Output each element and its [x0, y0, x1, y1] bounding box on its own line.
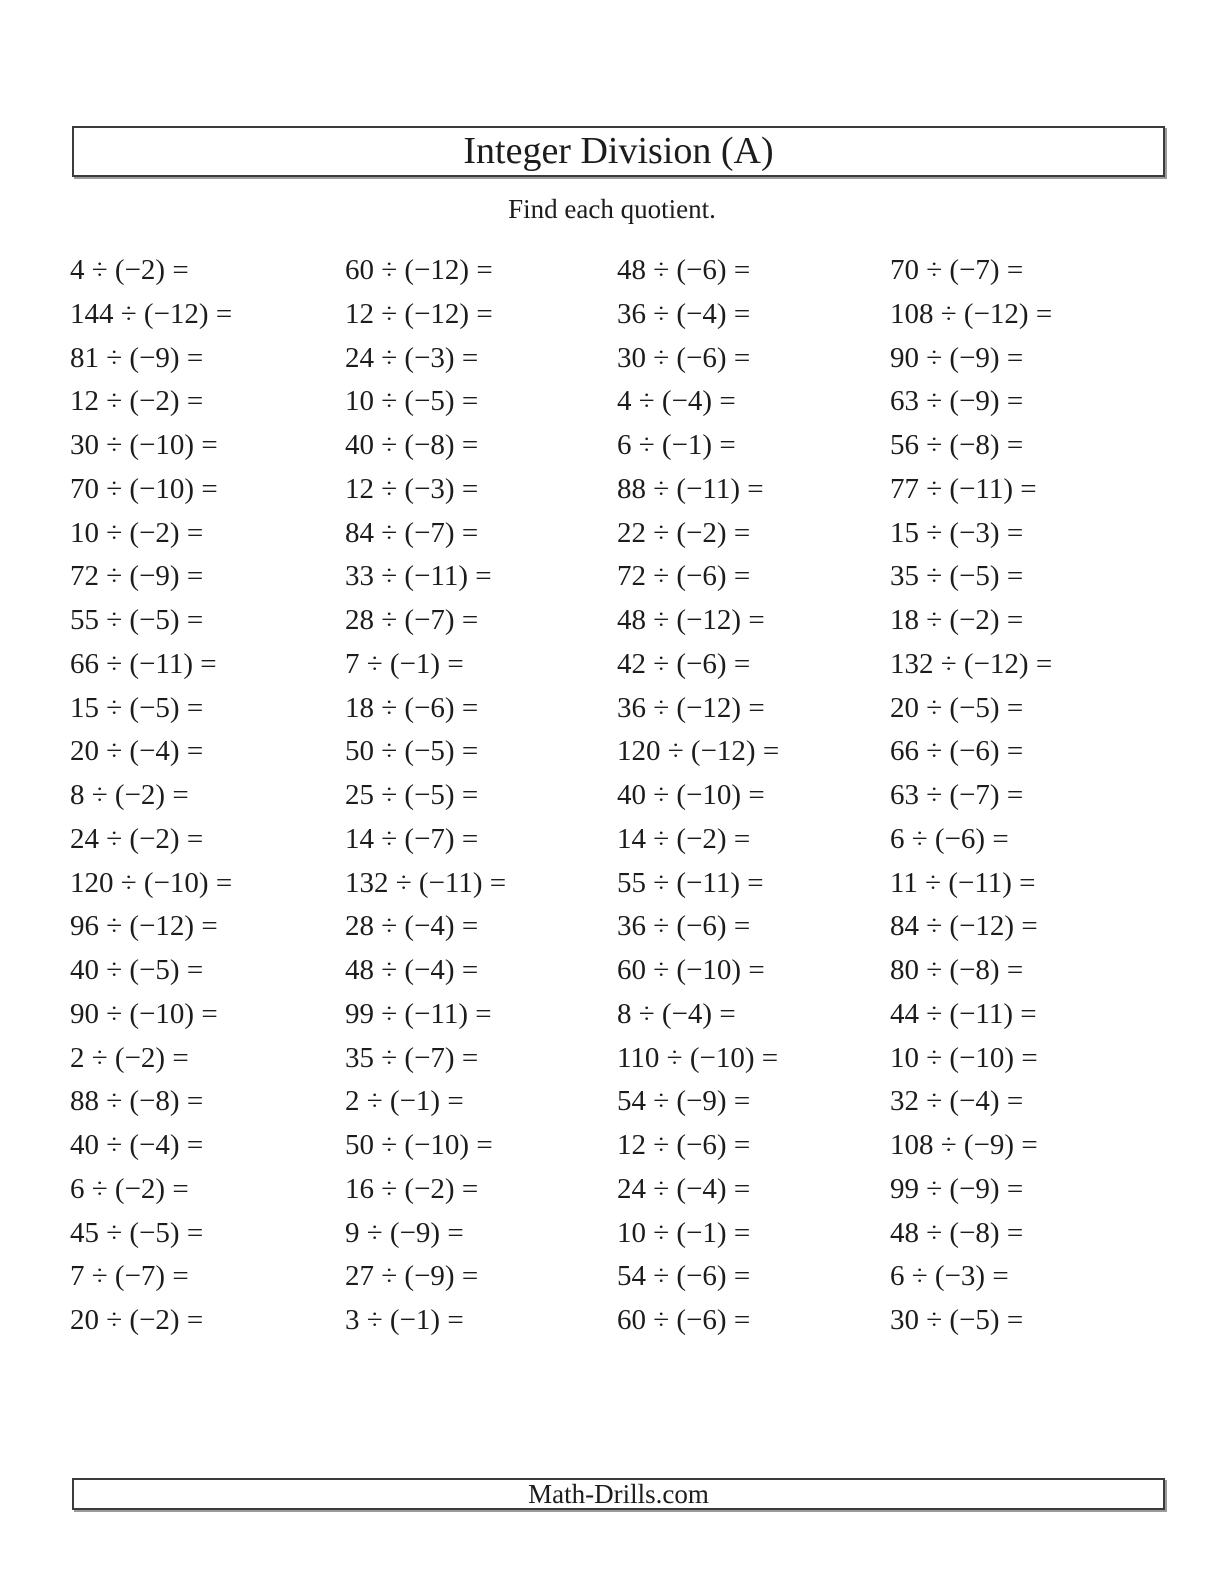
problem-r7-c1: 10 ÷ (−2) = — [70, 516, 204, 549]
problem-r11-c1: 15 ÷ (−5) = — [70, 691, 204, 724]
problem-r12-c3: 120 ÷ (−12) = — [617, 735, 780, 768]
problem-r19-c4: 10 ÷ (−10) = — [890, 1041, 1038, 1074]
problem-r20-c3: 54 ÷ (−9) = — [617, 1085, 751, 1118]
problem-r16-c3: 36 ÷ (−6) = — [617, 910, 751, 943]
problem-r15-c2: 132 ÷ (−11) = — [345, 866, 507, 899]
problem-r8-c3: 72 ÷ (−6) = — [617, 560, 751, 593]
problem-r16-c1: 96 ÷ (−12) = — [70, 910, 218, 943]
problem-r2-c4: 108 ÷ (−12) = — [890, 297, 1053, 330]
problem-r24-c2: 27 ÷ (−9) = — [345, 1260, 479, 1293]
problem-r9-c1: 55 ÷ (−5) = — [70, 604, 204, 636]
page-title: Integer Division (A) — [463, 130, 774, 172]
title-box — [72, 126, 1165, 177]
problem-r9-c4: 18 ÷ (−2) = — [890, 604, 1024, 636]
problem-r4-c3: 4 ÷ (−4) = — [617, 385, 736, 418]
problem-r11-c4: 20 ÷ (−5) = — [890, 691, 1024, 724]
problem-r18-c1: 90 ÷ (−10) = — [70, 997, 218, 1030]
problem-r2-c1: 144 ÷ (−12) = — [70, 297, 233, 330]
problem-r1-c3: 48 ÷ (−6) = — [617, 254, 751, 286]
problem-r8-c4: 35 ÷ (−5) = — [890, 560, 1024, 593]
problem-r24-c3: 54 ÷ (−6) = — [617, 1260, 751, 1293]
problem-r1-c2: 60 ÷ (−12) = — [345, 254, 493, 286]
problem-r18-c4: 44 ÷ (−11) = — [890, 997, 1037, 1030]
problem-r25-c2: 3 ÷ (−1) = — [345, 1304, 464, 1336]
problem-r8-c1: 72 ÷ (−9) = — [70, 560, 204, 593]
problem-r1-c1: 4 ÷ (−2) = — [70, 254, 189, 286]
problem-r14-c4: 6 ÷ (−6) = — [890, 822, 1009, 855]
problem-r6-c1: 70 ÷ (−10) = — [70, 472, 218, 505]
instructions-text: Find each quotient. — [508, 194, 716, 224]
problem-r6-c2: 12 ÷ (−3) = — [345, 472, 479, 505]
problem-r4-c4: 63 ÷ (−9) = — [890, 385, 1024, 418]
problem-r19-c1: 2 ÷ (−2) = — [70, 1041, 189, 1074]
problem-r11-c2: 18 ÷ (−6) = — [345, 691, 479, 724]
problem-r25-c4: 30 ÷ (−5) = — [890, 1304, 1024, 1336]
problem-r23-c2: 9 ÷ (−9) = — [345, 1216, 464, 1249]
problem-r9-c2: 28 ÷ (−7) = — [345, 604, 479, 636]
problem-r8-c2: 33 ÷ (−11) = — [345, 560, 492, 593]
problem-r14-c1: 24 ÷ (−2) = — [70, 822, 204, 855]
problem-r21-c2: 50 ÷ (−10) = — [345, 1129, 493, 1161]
problem-r20-c2: 2 ÷ (−1) = — [345, 1085, 464, 1118]
problem-r15-c4: 11 ÷ (−11) = — [890, 866, 1036, 899]
problem-r4-c2: 10 ÷ (−5) = — [345, 385, 479, 418]
problem-r25-c1: 20 ÷ (−2) = — [70, 1304, 204, 1336]
problem-r7-c3: 22 ÷ (−2) = — [617, 516, 751, 549]
problem-r14-c3: 14 ÷ (−2) = — [617, 822, 751, 855]
problem-r10-c4: 132 ÷ (−12) = — [890, 647, 1053, 680]
problem-r17-c1: 40 ÷ (−5) = — [70, 954, 204, 986]
problem-r12-c4: 66 ÷ (−6) = — [890, 735, 1024, 768]
problems-grid — [70, 249, 1165, 1343]
problem-r21-c3: 12 ÷ (−6) = — [617, 1129, 751, 1161]
problem-r20-c1: 88 ÷ (−8) = — [70, 1085, 204, 1118]
problem-r23-c3: 10 ÷ (−1) = — [617, 1216, 751, 1249]
problem-r5-c4: 56 ÷ (−8) = — [890, 429, 1024, 461]
problem-r5-c3: 6 ÷ (−1) = — [617, 429, 736, 461]
problem-r24-c1: 7 ÷ (−7) = — [70, 1260, 189, 1293]
problem-r16-c2: 28 ÷ (−4) = — [345, 910, 479, 943]
problem-r6-c3: 88 ÷ (−11) = — [617, 472, 764, 505]
problem-r24-c4: 6 ÷ (−3) = — [890, 1260, 1009, 1293]
footer-box — [72, 1478, 1165, 1510]
problem-r15-c1: 120 ÷ (−10) = — [70, 866, 233, 899]
problem-r3-c2: 24 ÷ (−3) = — [345, 341, 479, 374]
problem-r18-c2: 99 ÷ (−11) = — [345, 997, 492, 1030]
problem-r17-c2: 48 ÷ (−4) = — [345, 954, 479, 986]
problem-r14-c2: 14 ÷ (−7) = — [345, 822, 479, 855]
problem-r13-c3: 40 ÷ (−10) = — [617, 779, 765, 811]
problem-r17-c3: 60 ÷ (−10) = — [617, 954, 765, 986]
problem-r11-c3: 36 ÷ (−12) = — [617, 691, 765, 724]
problem-r2-c3: 36 ÷ (−4) = — [617, 297, 751, 330]
problem-r6-c4: 77 ÷ (−11) = — [890, 472, 1037, 505]
problem-r23-c1: 45 ÷ (−5) = — [70, 1216, 204, 1249]
problem-r2-c2: 12 ÷ (−12) = — [345, 297, 493, 330]
problem-r23-c4: 48 ÷ (−8) = — [890, 1216, 1024, 1249]
problem-r3-c4: 90 ÷ (−9) = — [890, 341, 1024, 374]
problem-r18-c3: 8 ÷ (−4) = — [617, 997, 736, 1030]
problem-r10-c2: 7 ÷ (−1) = — [345, 647, 464, 680]
problem-r22-c4: 99 ÷ (−9) = — [890, 1172, 1024, 1205]
problem-r25-c3: 60 ÷ (−6) = — [617, 1304, 751, 1336]
footer-brand: Math-Drills.com — [528, 1479, 709, 1509]
problem-r5-c1: 30 ÷ (−10) = — [70, 429, 218, 461]
problem-r3-c3: 30 ÷ (−6) = — [617, 341, 751, 374]
problem-r10-c1: 66 ÷ (−11) = — [70, 647, 217, 680]
problem-r1-c4: 70 ÷ (−7) = — [890, 254, 1024, 286]
problem-r9-c3: 48 ÷ (−12) = — [617, 604, 765, 636]
problem-r13-c2: 25 ÷ (−5) = — [345, 779, 479, 811]
problem-r21-c1: 40 ÷ (−4) = — [70, 1129, 204, 1161]
problem-r4-c1: 12 ÷ (−2) = — [70, 385, 204, 418]
problem-r19-c2: 35 ÷ (−7) = — [345, 1041, 479, 1074]
problem-r22-c2: 16 ÷ (−2) = — [345, 1172, 479, 1205]
problem-r19-c3: 110 ÷ (−10) = — [617, 1041, 779, 1074]
problem-r12-c2: 50 ÷ (−5) = — [345, 735, 479, 768]
problem-r12-c1: 20 ÷ (−4) = — [70, 735, 204, 768]
problem-r20-c4: 32 ÷ (−4) = — [890, 1085, 1024, 1118]
problem-r3-c1: 81 ÷ (−9) = — [70, 341, 204, 374]
problem-r7-c4: 15 ÷ (−3) = — [890, 516, 1024, 549]
problem-r15-c3: 55 ÷ (−11) = — [617, 866, 764, 899]
problem-r13-c1: 8 ÷ (−2) = — [70, 779, 189, 811]
problem-r22-c1: 6 ÷ (−2) = — [70, 1172, 189, 1205]
problem-r7-c2: 84 ÷ (−7) = — [345, 516, 479, 549]
problem-r13-c4: 63 ÷ (−7) = — [890, 779, 1024, 811]
problem-r10-c3: 42 ÷ (−6) = — [617, 647, 751, 680]
problem-r22-c3: 24 ÷ (−4) = — [617, 1172, 751, 1205]
problem-r17-c4: 80 ÷ (−8) = — [890, 954, 1024, 986]
problem-r16-c4: 84 ÷ (−12) = — [890, 910, 1038, 943]
problem-r5-c2: 40 ÷ (−8) = — [345, 429, 479, 461]
problem-r21-c4: 108 ÷ (−9) = — [890, 1129, 1038, 1161]
